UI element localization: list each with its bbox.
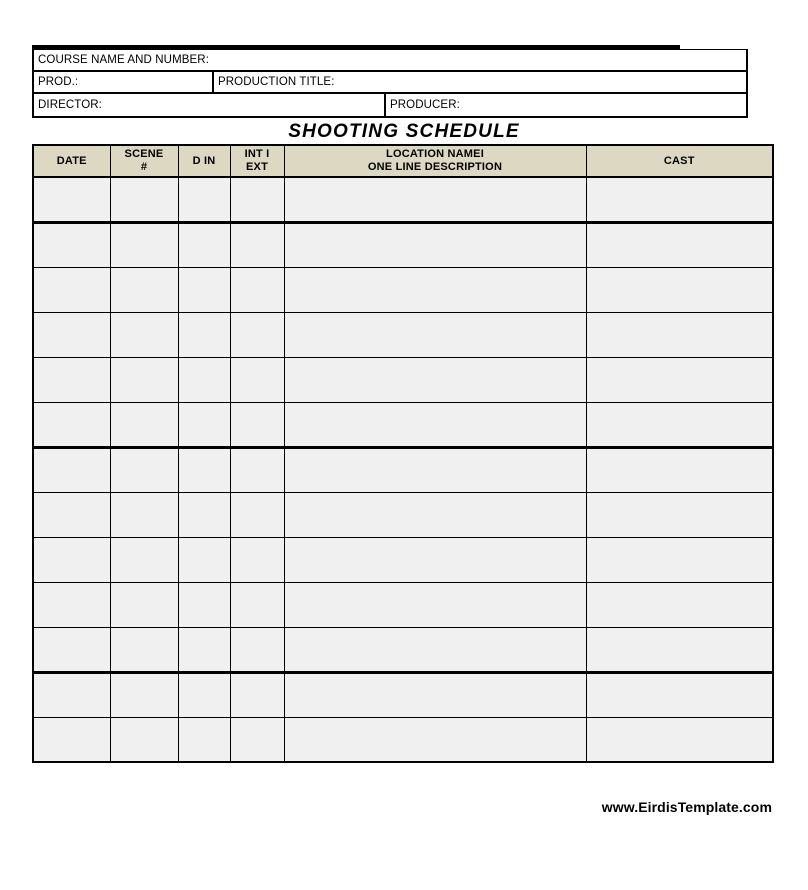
cell-din[interactable]: [178, 627, 230, 672]
cell-intext[interactable]: [230, 447, 284, 492]
cell-din[interactable]: [178, 402, 230, 447]
cell-cast[interactable]: [586, 717, 773, 762]
cell-din[interactable]: [178, 357, 230, 402]
director-row: [34, 94, 746, 116]
cell-intext[interactable]: [230, 537, 284, 582]
table-row: [33, 492, 773, 537]
cell-din[interactable]: [178, 672, 230, 717]
cell-location[interactable]: [284, 582, 586, 627]
cell-date[interactable]: [33, 447, 110, 492]
cell-date[interactable]: [33, 492, 110, 537]
table-row: [33, 267, 773, 312]
cell-scene[interactable]: [110, 357, 178, 402]
column-header-label: LOCATION NAMEI: [386, 148, 484, 161]
table-row: [33, 312, 773, 357]
cell-date[interactable]: [33, 357, 110, 402]
cell-location[interactable]: [284, 357, 586, 402]
cell-din[interactable]: [178, 222, 230, 267]
cell-din[interactable]: [178, 312, 230, 357]
director-label: DIRECTOR:: [38, 99, 102, 111]
table-row: [33, 672, 773, 717]
table-row: [33, 717, 773, 762]
cell-intext[interactable]: [230, 717, 284, 762]
cell-date[interactable]: [33, 627, 110, 672]
cell-cast[interactable]: [586, 177, 773, 222]
cell-date[interactable]: [33, 672, 110, 717]
director-field[interactable]: [34, 94, 384, 116]
cell-scene[interactable]: [110, 717, 178, 762]
page-title: SHOOTING SCHEDULE: [288, 121, 520, 142]
cell-date[interactable]: [33, 402, 110, 447]
cell-cast[interactable]: [586, 222, 773, 267]
producer-field[interactable]: [384, 94, 746, 116]
cell-intext[interactable]: [230, 492, 284, 537]
cell-date[interactable]: [33, 537, 110, 582]
cell-location[interactable]: [284, 492, 586, 537]
cell-location[interactable]: [284, 177, 586, 222]
cell-intext[interactable]: [230, 672, 284, 717]
cell-cast[interactable]: [586, 357, 773, 402]
cell-location[interactable]: [284, 447, 586, 492]
table-header: [33, 145, 773, 177]
column-header-label: INT I: [244, 148, 270, 161]
cell-scene[interactable]: [110, 312, 178, 357]
column-header-label: CAST: [663, 154, 695, 167]
prod-row: [34, 72, 746, 94]
shooting-schedule-table: [32, 144, 774, 763]
table-body: [33, 177, 773, 762]
cell-location[interactable]: [284, 222, 586, 267]
column-header-sublabel: ONE LINE DESCRIPTION: [367, 161, 503, 173]
cell-din[interactable]: [178, 447, 230, 492]
cell-intext[interactable]: [230, 312, 284, 357]
cell-location[interactable]: [284, 402, 586, 447]
table-row: [33, 537, 773, 582]
course-row: [34, 50, 746, 72]
cell-scene[interactable]: [110, 222, 178, 267]
cell-scene[interactable]: [110, 672, 178, 717]
cell-date[interactable]: [33, 717, 110, 762]
cell-scene[interactable]: [110, 537, 178, 582]
column-header-date: [33, 145, 110, 177]
cell-cast[interactable]: [586, 312, 773, 357]
column-header-intext: [230, 145, 284, 177]
cell-intext[interactable]: [230, 177, 284, 222]
column-header-din: [178, 145, 230, 177]
cell-date[interactable]: [33, 582, 110, 627]
cell-cast[interactable]: [586, 582, 773, 627]
cell-intext[interactable]: [230, 222, 284, 267]
column-header-location: [284, 145, 586, 177]
cell-scene[interactable]: [110, 267, 178, 312]
cell-location[interactable]: [284, 627, 586, 672]
cell-din[interactable]: [178, 717, 230, 762]
cell-cast[interactable]: [586, 672, 773, 717]
course-name-field[interactable]: [34, 50, 746, 70]
prod-field[interactable]: [34, 72, 212, 92]
column-header-label: DATE: [56, 154, 87, 167]
cell-intext[interactable]: [230, 267, 284, 312]
column-header-sublabel: #: [140, 161, 148, 173]
table-row: [33, 627, 773, 672]
column-header-scene: [110, 145, 178, 177]
cell-din[interactable]: [178, 582, 230, 627]
cell-intext[interactable]: [230, 357, 284, 402]
column-header-sublabel: EXT: [246, 161, 268, 173]
table-row: [33, 357, 773, 402]
cell-scene[interactable]: [110, 582, 178, 627]
cell-scene[interactable]: [110, 402, 178, 447]
cell-intext[interactable]: [230, 627, 284, 672]
cell-date[interactable]: [33, 312, 110, 357]
cell-din[interactable]: [178, 492, 230, 537]
shooting-schedule-table-wrap: [32, 144, 772, 763]
cell-scene[interactable]: [110, 492, 178, 537]
cell-location[interactable]: [284, 537, 586, 582]
cell-date[interactable]: [33, 222, 110, 267]
table-row: [33, 177, 773, 222]
cell-cast[interactable]: [586, 402, 773, 447]
cell-intext[interactable]: [230, 582, 284, 627]
cell-cast[interactable]: [586, 627, 773, 672]
producer-label: PRODUCER:: [390, 99, 460, 111]
cell-din[interactable]: [178, 537, 230, 582]
cell-cast[interactable]: [586, 537, 773, 582]
cell-date[interactable]: [33, 177, 110, 222]
cell-location[interactable]: [284, 312, 586, 357]
column-header-label: D IN: [192, 154, 216, 167]
column-header-cast: [586, 145, 773, 177]
production-title-label: PRODUCTION TITLE:: [218, 76, 335, 88]
cell-cast[interactable]: [586, 447, 773, 492]
cell-date[interactable]: [33, 267, 110, 312]
cell-location[interactable]: [284, 672, 586, 717]
column-header-label: SCENE: [124, 148, 164, 161]
cell-intext[interactable]: [230, 402, 284, 447]
table-row: [33, 582, 773, 627]
cell-scene[interactable]: [110, 177, 178, 222]
production-info-box: [32, 49, 748, 118]
cell-scene[interactable]: [110, 447, 178, 492]
prod-label: PROD.:: [38, 76, 79, 88]
cell-din[interactable]: [178, 267, 230, 312]
footer-website: www.EirdisTemplate.com: [601, 799, 772, 815]
cell-scene[interactable]: [110, 627, 178, 672]
table-row: [33, 447, 773, 492]
production-title-field[interactable]: [212, 72, 746, 92]
cell-din[interactable]: [178, 177, 230, 222]
table-row: [33, 402, 773, 447]
cell-location[interactable]: [284, 267, 586, 312]
cell-cast[interactable]: [586, 492, 773, 537]
table-row: [33, 222, 773, 267]
cell-cast[interactable]: [586, 267, 773, 312]
cell-location[interactable]: [284, 717, 586, 762]
table-header-row: [33, 145, 773, 177]
course-name-label: COURSE NAME AND NUMBER:: [38, 54, 209, 66]
